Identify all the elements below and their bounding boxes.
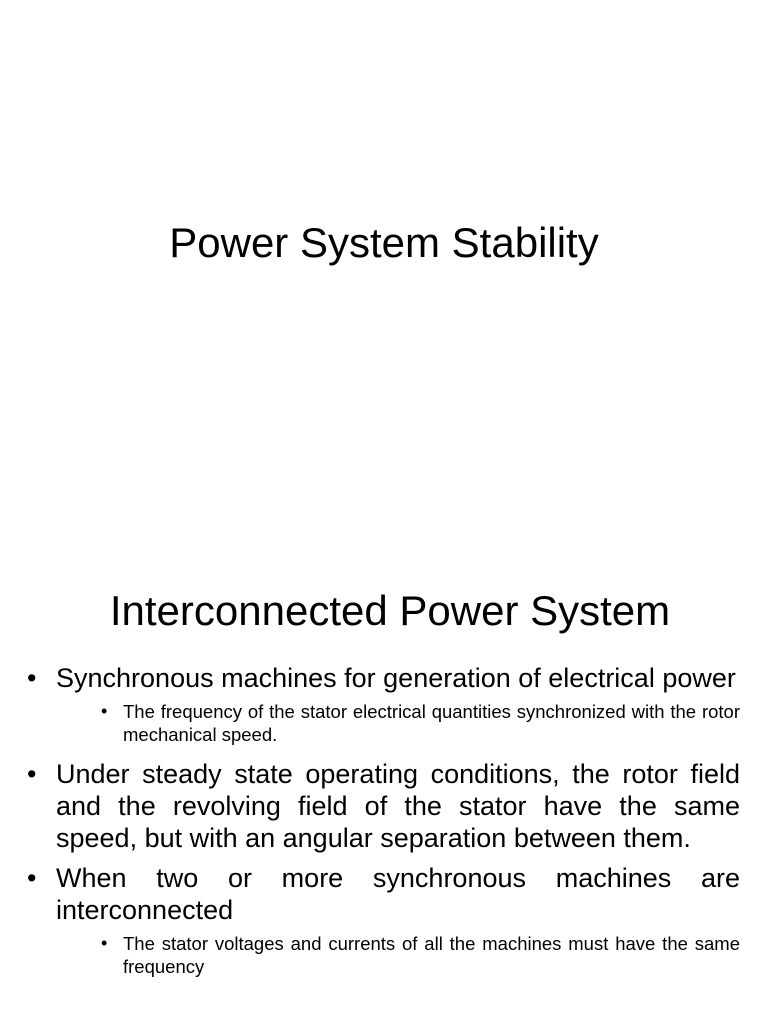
sub-bullet-item [0,700,740,746]
bullet-item [0,662,740,694]
slide-title: Interconnected Power System [109,587,671,634]
slide-title: Power System Stability [169,219,599,266]
content-slide [0,530,768,1024]
bullet-icon: • [27,663,37,693]
bullet-item [0,758,740,854]
bullet-list [0,662,768,990]
bullet-text: Under steady state operating conditions, the rotor field and the revolving field of the stator have the same speed, but with an angular separation between them. [56,759,740,853]
bullet-text: Synchronous machines for generation of electrical power [56,663,736,693]
sub-bullet-item [0,932,740,978]
bullet-icon: • [101,933,108,953]
bullet-icon: • [101,701,108,721]
bullet-text: When two or more synchronous machines are interconnected [56,863,740,925]
bullet-text: The stator voltages and currents of all the machines must have the same frequency [123,933,740,977]
bullet-item [0,862,740,926]
bullet-text: The frequency of the stator electrical quantities synchronized with the rotor mechanical speed. [123,701,740,745]
bullet-icon: • [27,863,37,893]
bullet-icon: • [27,759,37,789]
